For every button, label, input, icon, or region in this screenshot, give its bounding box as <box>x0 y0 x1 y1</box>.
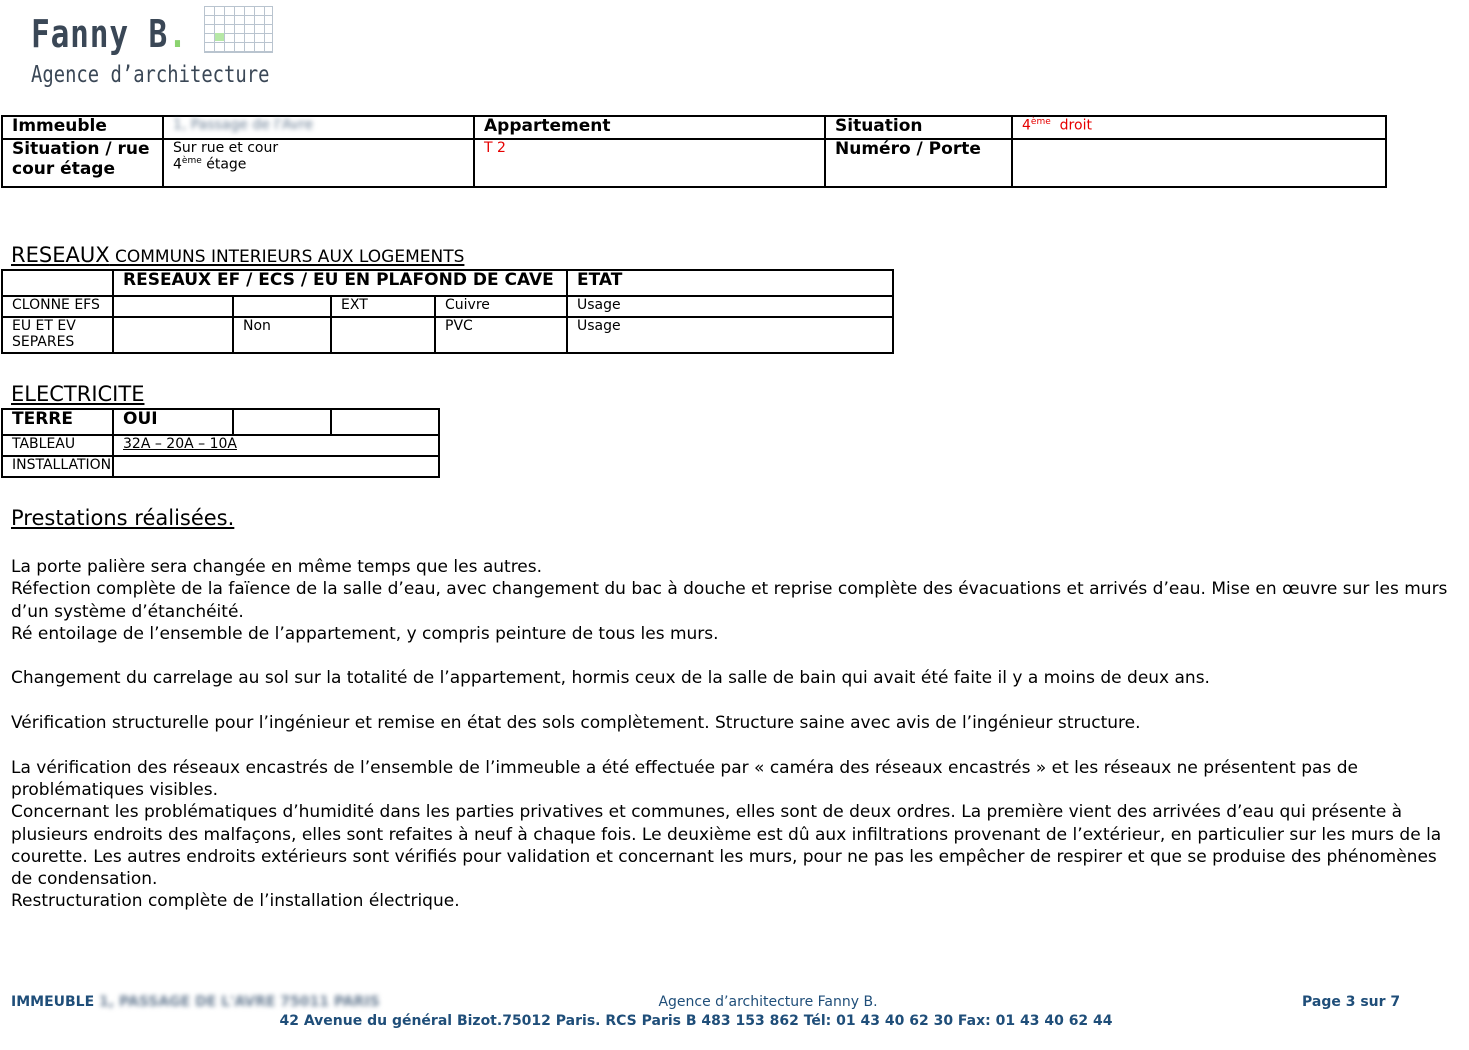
situation-rue-label: Situation / rue cour étage <box>2 139 163 187</box>
prestations-body <box>11 556 1451 913</box>
appartement-value: T 2 <box>474 139 825 187</box>
prestation-paragraph: Restructuration complète de l’installation électrique. <box>11 891 460 912</box>
situation-rue-value: Sur rue et cour 4ème étage <box>163 139 474 187</box>
prestations-title: Prestations réalisées. <box>11 506 235 530</box>
logo-name: Fanny B. <box>31 12 188 56</box>
logo-grid-accent <box>215 33 224 41</box>
installation-value <box>113 456 439 477</box>
reseaux-title: RESEAUX COMMUNS INTERIEURS AUX LOGEMENTS <box>11 243 465 267</box>
numero-porte-value <box>1012 139 1386 187</box>
appartement-label: Appartement <box>474 116 825 139</box>
paragraph-gap <box>11 734 1451 756</box>
terre-empty-2 <box>331 409 439 435</box>
terre-label: TERRE <box>2 409 113 435</box>
reseaux-row1-c3: EXT <box>331 296 435 317</box>
immeuble-label: Immeuble <box>2 116 163 139</box>
reseaux-row2-c2: Non <box>233 317 331 353</box>
reseaux-row1-c1 <box>113 296 233 317</box>
prestation-paragraph: La porte palière sera changée en même temps que les autres. <box>11 557 543 577</box>
terre-value: OUI <box>113 409 233 435</box>
situation-value: 4ème droit <box>1012 116 1386 139</box>
reseaux-corner-cell <box>2 270 113 296</box>
footer-agency: Agence d’architecture Fanny B. <box>658 994 878 1010</box>
tableau-label: TABLEAU <box>2 435 113 456</box>
footer-address: 42 Avenue du général Bizot.75012 Paris. RCS Paris B 483 153 862 Tél: 01 43 40 62 30 Fax: 01 43 40 62 44 <box>279 1013 1113 1029</box>
reseaux-row2-c1 <box>113 317 233 353</box>
reseaux-row1-label: CLONNE EFS <box>2 296 113 317</box>
logo-grid-icon <box>204 6 273 53</box>
electricite-title: ELECTRICITE <box>11 382 145 406</box>
logo-tagline: Agence d’architecture <box>31 62 270 88</box>
tableau-value: 32A – 20A – 10A <box>113 435 439 456</box>
reseaux-row2-etat: Usage <box>567 317 893 353</box>
logo-dot: . <box>168 12 188 56</box>
reseaux-row2-c4: PVC <box>435 317 567 353</box>
paragraph-gap <box>11 690 1451 712</box>
prestation-paragraph: La vérification des réseaux encastrés de l’ensemble de l’immeuble a été effectuée par « caméra des réseaux encastrés » et les réseaux ne présentent pas de problématiques visibles. <box>11 757 1358 800</box>
reseaux-row1-c4: Cuivre <box>435 296 567 317</box>
immeuble-value: 1, Passage de l'Avre <box>163 116 474 139</box>
reseaux-table <box>1 269 894 354</box>
electricite-table <box>1 408 440 478</box>
reseaux-header-etat: ETAT <box>567 270 893 296</box>
footer-page-number: Page 3 sur 7 <box>1302 994 1401 1010</box>
installation-label: INSTALLATION <box>2 456 113 477</box>
header-info-table <box>1 115 1387 188</box>
reseaux-row1-c2 <box>233 296 331 317</box>
prestation-paragraph: Concernant les problématiques d’humidité dans les parties privatives et communes, elles sont de deux ordres. La première vient des arrivées d’eau qui présente à plusieurs endroits des malfaçons, elles sont refaites à neuf à chaque fois. Le deuxième est dû aux infiltrations provenant de l’extérieur, en particulier sur les murs de la courette. Les autres endroits extérieurs sont vérifiés pour validation et concernant les murs, pour ne pas les empêcher de respirer et que se produise des phénomènes de condensation. <box>11 802 1442 890</box>
footer-immeuble: IMMEUBLE 1, PASSAGE DE L'AVRE 75011 PARIS <box>11 994 380 1010</box>
reseaux-row2-c3 <box>331 317 435 353</box>
prestation-paragraph: Vérification structurelle pour l’ingénieur et remise en état des sols complètement. Structure saine avec avis de l’ingénieur structure. <box>11 713 1141 734</box>
reseaux-row2-label: EU ET EV SEPARES <box>2 317 113 353</box>
terre-empty-1 <box>233 409 331 435</box>
prestation-paragraph: Ré entoilage de l’ensemble de l’appartement, y compris peinture de tous les murs. <box>11 623 719 644</box>
numero-porte-label: Numéro / Porte <box>825 139 1012 187</box>
reseaux-header-main: RESEAUX EF / ECS / EU EN PLAFOND DE CAVE <box>113 270 567 296</box>
prestation-paragraph: Réfection complète de la faïence de la salle d’eau, avec changement du bac à douche et reprise complète des évacuations et arrivés d’eau. Mise en œuvre sur les murs d’un système d’étanchéité. <box>11 579 1448 622</box>
paragraph-gap <box>11 645 1451 667</box>
prestation-paragraph: Changement du carrelage au sol sur la totalité de l’appartement, hormis ceux de la salle de bain qui avait été faite il y a moins de deux ans. <box>11 668 1210 689</box>
situation-label: Situation <box>825 116 1012 139</box>
reseaux-row1-etat: Usage <box>567 296 893 317</box>
